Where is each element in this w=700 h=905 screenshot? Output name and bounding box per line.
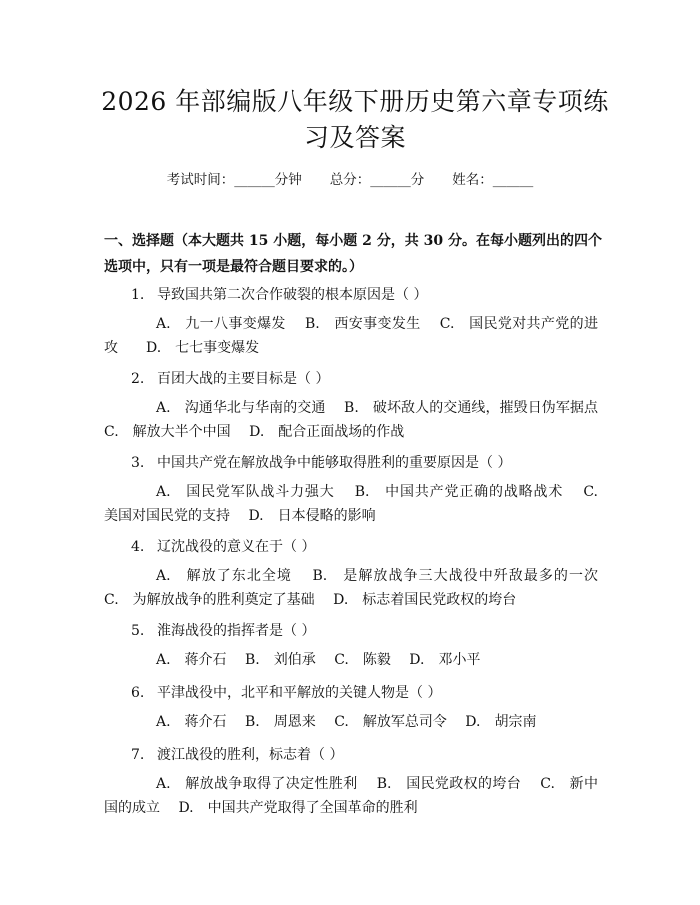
question-4-options: A. 解放了东北全境 B. 是解放战争三大战役中歼敌最多的一次 C. 为解放战争的胜利奠定了基础 D. 标志着国民党政权的垮台 [104, 568, 617, 608]
question-number: 5. [131, 623, 145, 639]
question-1 [131, 284, 427, 304]
question-number: 2. [131, 371, 145, 387]
section-heading: 一、选择题（本大题共 15 小题，每小题 2 分，共 30 分。在每小题列出的四个选项中，只有一项是最符合题目要求的。） [104, 233, 602, 275]
question-stem: 百团大战的主要目标是（ ） [157, 371, 330, 387]
question-stem: 渡江战役的胜利，标志着（ ） [157, 747, 344, 763]
question-2-options: A. 沟通华北与华南的交通 B. 破坏敌人的交通线，摧毁日伪军据点 C. 解放大半个中国 D. 配合正面战场的作战 [104, 400, 626, 440]
question-3 [131, 452, 511, 472]
document-title-line-1: 2026 年部编版八年级下册历史第六章专项练 [101, 87, 609, 116]
question-6-options: A. 蒋介石 B. 周恩来 C. 解放军总司令 D. 胡宗南 [156, 714, 537, 730]
question-number: 6. [131, 685, 145, 701]
exam-info-row [0, 168, 700, 188]
question-stem: 平津战役中，北平和平解放的关键人物是（ ） [157, 685, 442, 701]
question-number: 1. [131, 287, 145, 303]
question-stem: 中国共产党在解放战争中能够取得胜利的重要原因是（ ） [157, 455, 512, 471]
question-6 [131, 682, 441, 702]
question-stem: 辽沈战役的意义在于（ ） [157, 539, 316, 555]
question-3-options: A. 国民党军队战斗力强大 B. 中国共产党正确的战略战术 C. 美国对国民党的支持 D. 日本侵略的影响 [104, 484, 612, 524]
question-stem: 淮海战役的指挥者是（ ） [157, 623, 316, 639]
question-5-options: A. 蒋介石 B. 刘伯承 C. 陈毅 D. 邓小平 [156, 652, 481, 668]
exam-time-field: 考试时间：______分钟 [166, 172, 302, 188]
question-7 [131, 744, 343, 764]
exam-score-field: 总分：______分 [329, 172, 425, 188]
document-title-line-2: 习及答案 [303, 123, 406, 152]
question-7-options: A. 解放战争取得了决定性胜利 B. 国民党政权的垮台 C. 新中国的成立 D. 中国共产党取得了全国革命的胜利 [104, 776, 598, 816]
question-4 [131, 536, 315, 556]
question-5 [131, 620, 315, 640]
question-number: 7. [131, 747, 145, 763]
exam-name-field: 姓名：______ [452, 172, 534, 188]
question-number: 3. [131, 455, 145, 471]
question-number: 4. [131, 539, 145, 555]
question-2 [131, 368, 329, 388]
question-stem: 导致国共第二次合作破裂的根本原因是（ ） [157, 287, 428, 303]
question-1-options: A. 九一八事变爆发 B. 西安事变发生 C. 国民党对共产党的进攻 D. 七七事变爆发 [104, 316, 598, 356]
